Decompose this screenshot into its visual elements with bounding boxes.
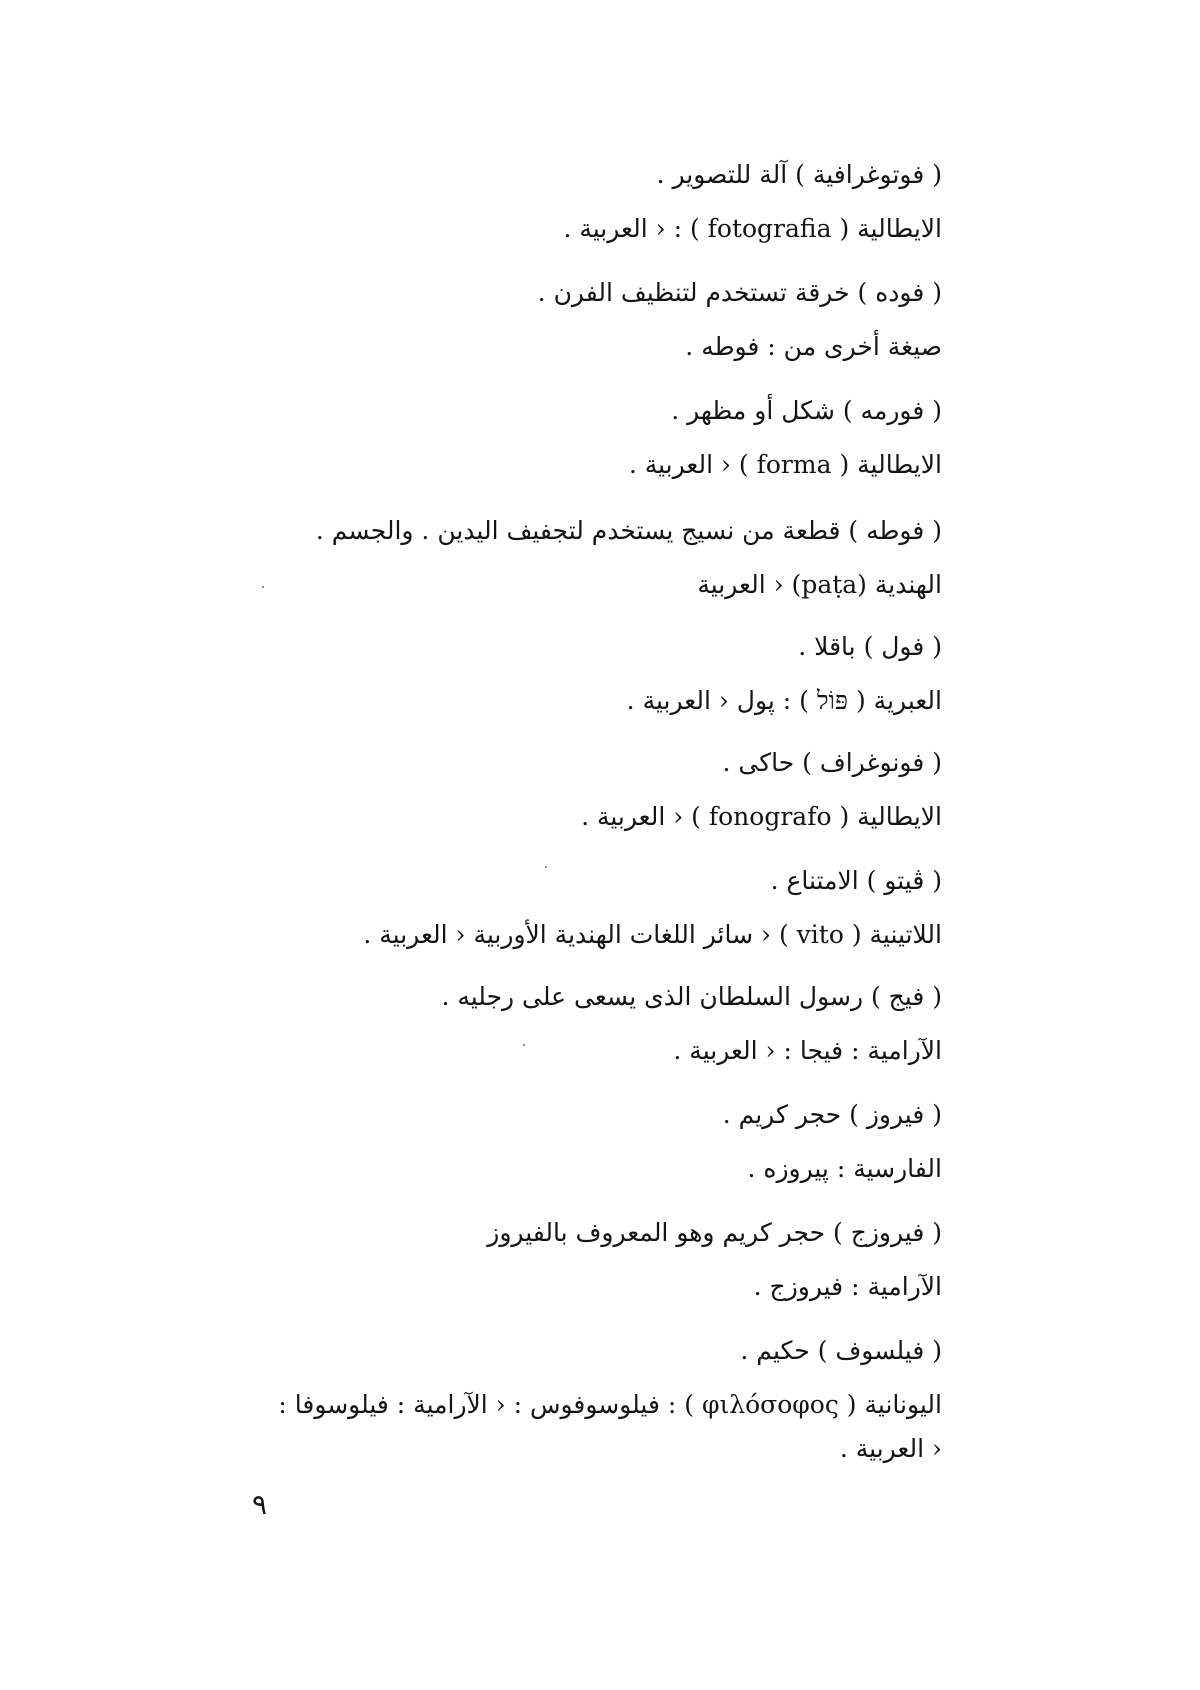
- entry-origin: اللاتينية ( vito ) ‹ سائر اللغات الهندية الأوربية ‹ العربية .: [363, 920, 942, 949]
- entry-headword: ( فيج ) رسول السلطان الذى يسعى على رجليه .: [441, 982, 942, 1011]
- entry-headword: ( فونوغراف ) حاكى .: [722, 748, 942, 777]
- entry-origin-continuation: ‹ العربية .: [839, 1434, 942, 1463]
- entry-origin: اليونانية ( φιλόσοφος ) : فيلوسوفوس : ‹ الآرامية : فيلوسوفا :: [278, 1390, 942, 1419]
- entry-origin: الايطالية ( forma ) ‹ العربية .: [628, 450, 942, 479]
- entry-headword: ( فورمه ) شكل أو مظهر .: [671, 396, 942, 425]
- entry-headword: ( فوده ) خرقة تستخدم لتنظيف الفرن .: [537, 278, 942, 307]
- entry-origin: الآرامية : فيروزج .: [753, 1272, 942, 1301]
- entry-origin: الايطالية ( fotografia ) : ‹ العربية .: [563, 214, 942, 243]
- page-number: ٩: [252, 1488, 268, 1521]
- entry-headword: ( فول ) باقلا .: [798, 632, 942, 661]
- entry-headword: ( ڤيتو ) الامتناع .: [770, 866, 942, 895]
- entry-origin: الآرامية : فيجا : ‹ العربية .: [673, 1036, 942, 1065]
- scan-speck: [545, 866, 547, 868]
- entry-headword: ( فوطه ) قطعة من نسيج يستخدم لتجفيف اليدين . والجسم .: [315, 516, 942, 545]
- entry-headword: ( فيروز ) حجر كريم .: [722, 1100, 942, 1129]
- entry-origin: العبرية ( פּוֹל ) : پول ‹ العربية .: [626, 686, 942, 715]
- entry-origin: الهندية (paṭa) ‹ العربية: [697, 570, 942, 599]
- scan-speck: [262, 586, 264, 588]
- scan-speck: [523, 1044, 525, 1046]
- entry-origin: صيغة أخرى من : فوطه .: [685, 332, 942, 361]
- entry-origin: الفارسية : پيروزه .: [747, 1154, 942, 1183]
- entry-headword: ( فيلسوف ) حكيم .: [740, 1336, 942, 1365]
- entry-headword: ( فيروزج ) حجر كريم وهو المعروف بالفيروز: [487, 1218, 942, 1247]
- entry-origin: الايطالية ( fonografo ) ‹ العربية .: [581, 802, 942, 831]
- entry-headword: ( فوتوغرافية ) آلة للتصوير .: [656, 160, 942, 189]
